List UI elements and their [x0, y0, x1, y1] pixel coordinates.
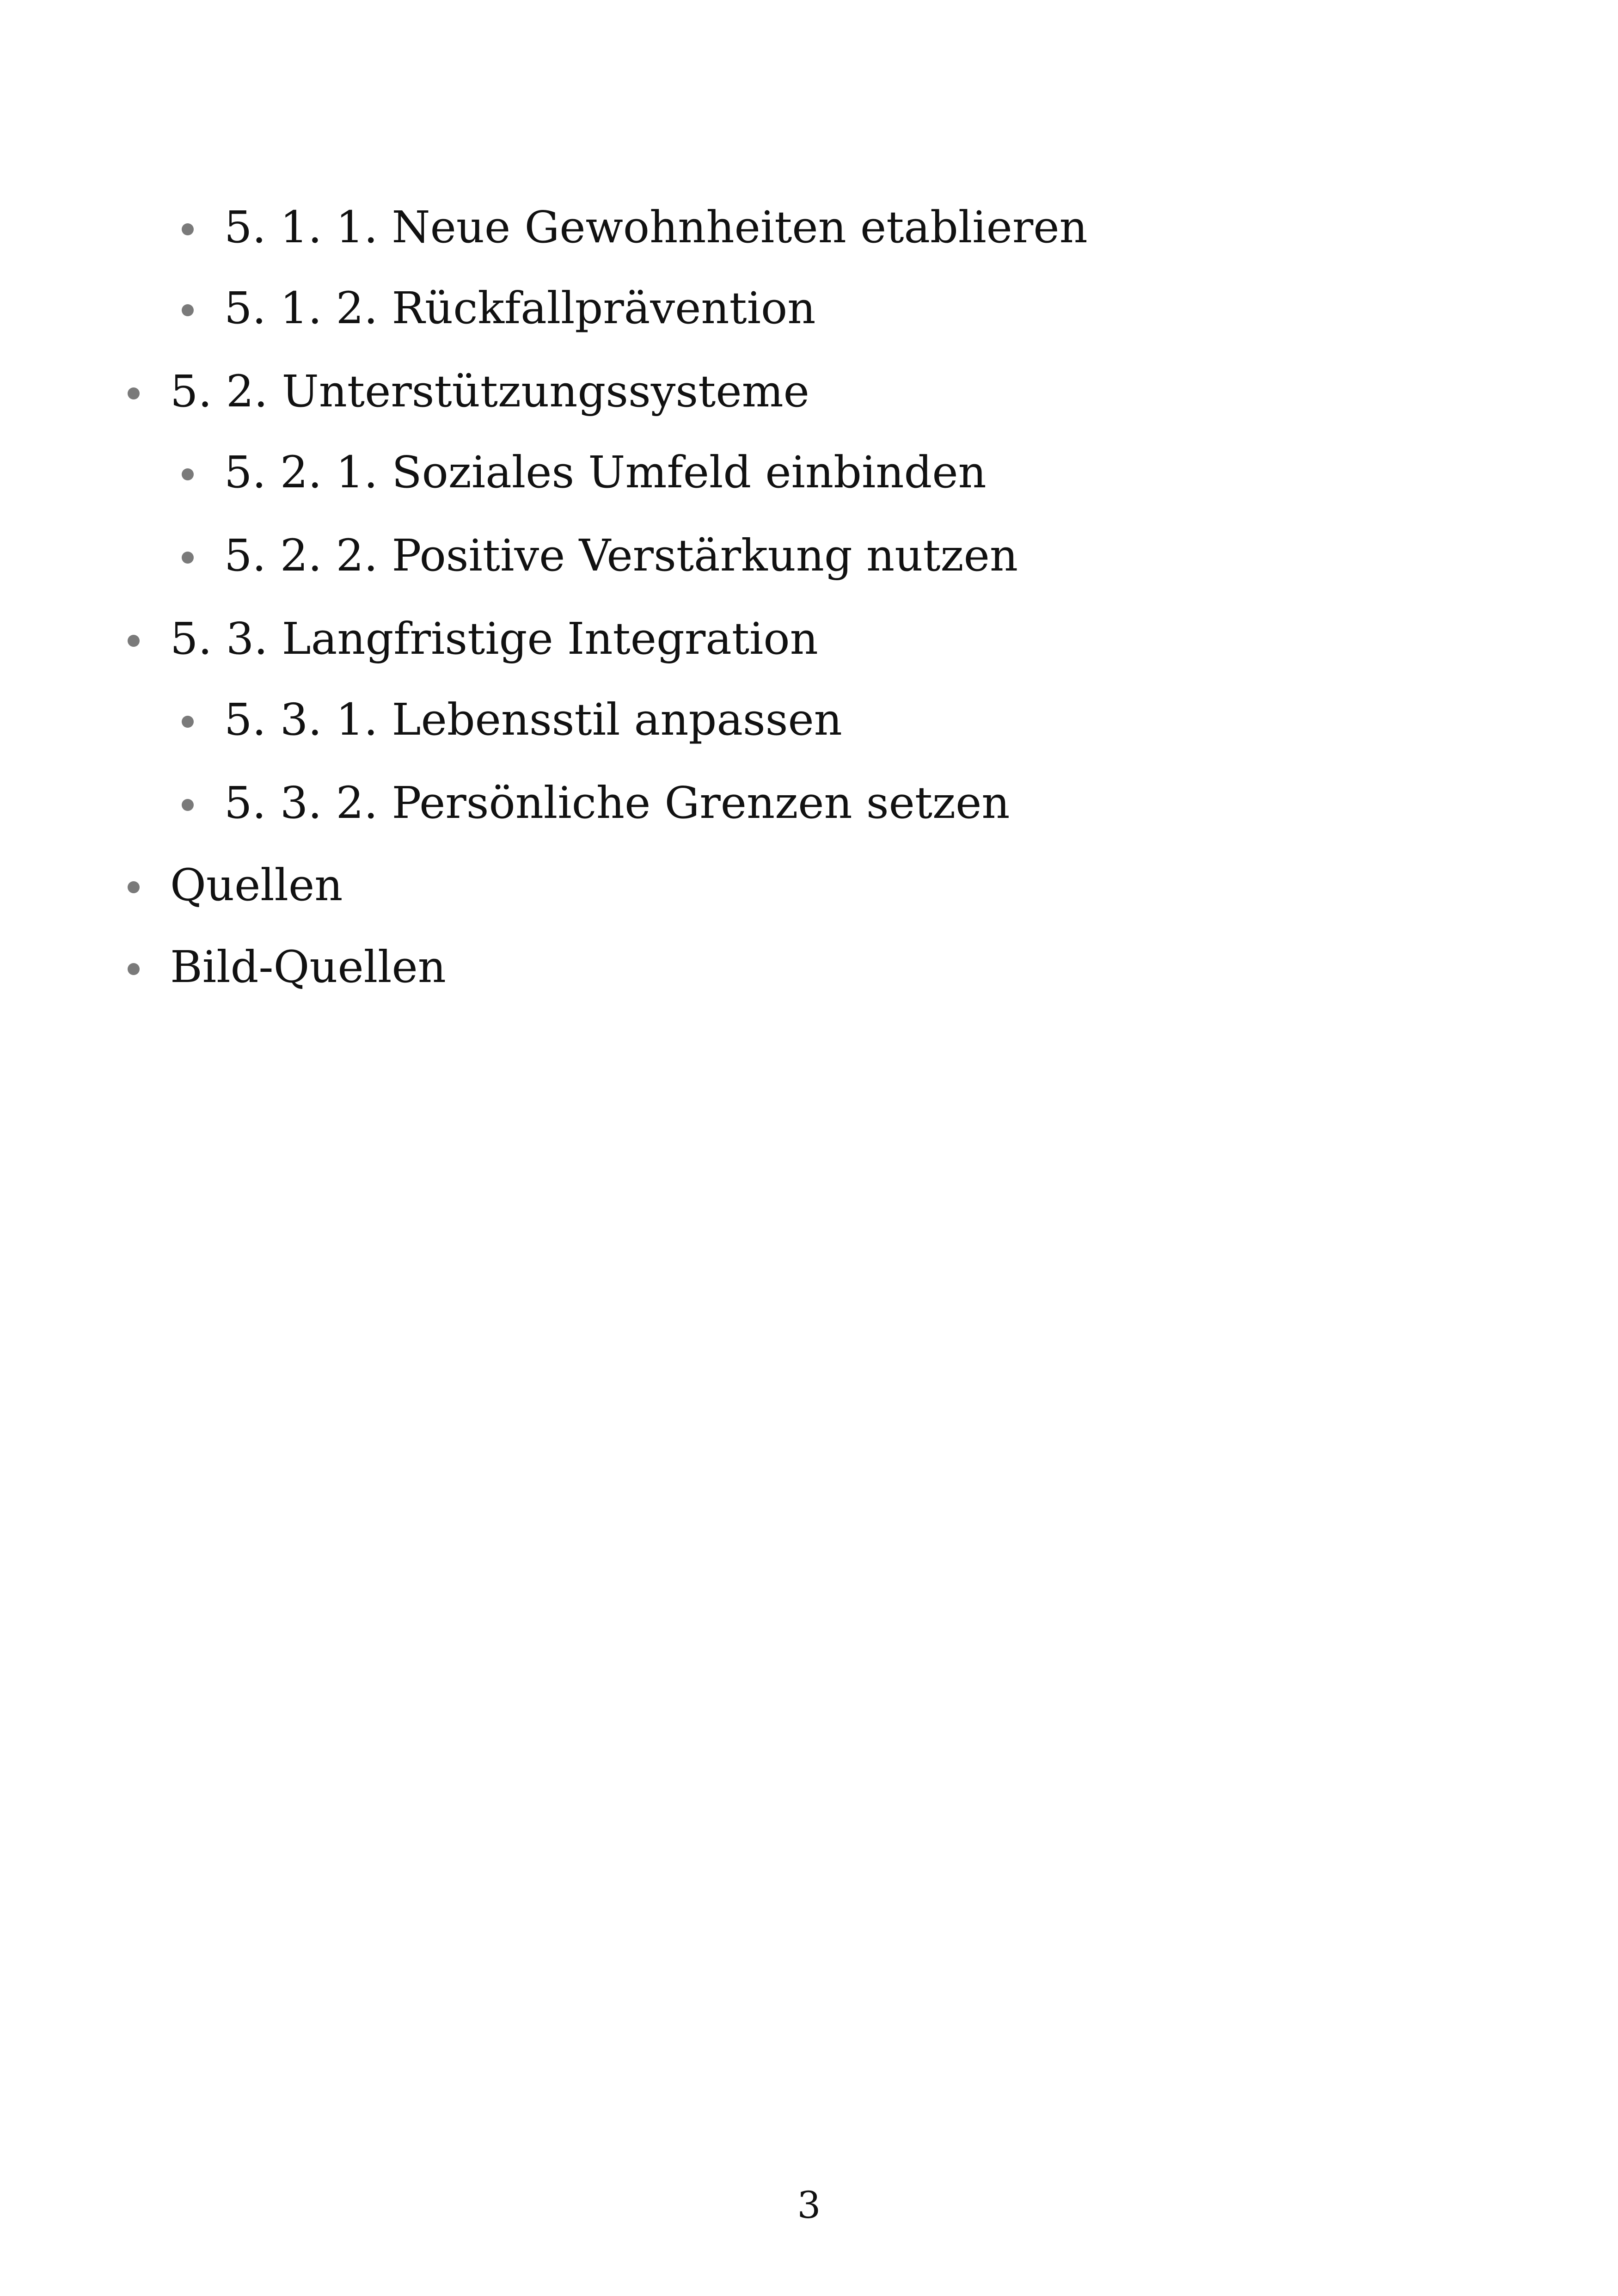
bullet-icon — [182, 304, 194, 316]
toc-item-label: Bild-Quellen — [170, 942, 446, 993]
toc-item-label: 5. 3. 1. Lebensstil anpassen — [224, 694, 842, 745]
toc-item-label: 5. 1. 1. Neue Gewohnheiten etablieren — [224, 202, 1088, 253]
bullet-icon — [182, 716, 194, 728]
bullet-icon — [182, 468, 194, 480]
toc-item-label: 5. 3. 2. Persönliche Grenzen setzen — [224, 778, 1010, 829]
bullet-icon — [128, 881, 140, 893]
page-number: 3 — [797, 2184, 821, 2227]
toc-item-label: 5. 1. 2. Rückfallprävention — [224, 283, 816, 334]
bullet-icon — [128, 963, 140, 975]
bullet-icon — [128, 635, 140, 647]
bullet-icon — [128, 387, 140, 399]
toc-item-label: 5. 2. 2. Positive Verstärkung nutzen — [224, 530, 1018, 581]
bullet-icon — [182, 223, 194, 235]
toc-item-label: 5. 2. Unterstützungssysteme — [170, 366, 809, 417]
bullet-icon — [182, 799, 194, 811]
toc-item-label: 5. 3. Langfristige Integration — [170, 614, 818, 664]
bullet-icon — [182, 552, 194, 564]
toc-item-label: 5. 2. 1. Soziales Umfeld einbinden — [224, 447, 987, 498]
toc-item-label: Quellen — [170, 860, 343, 911]
